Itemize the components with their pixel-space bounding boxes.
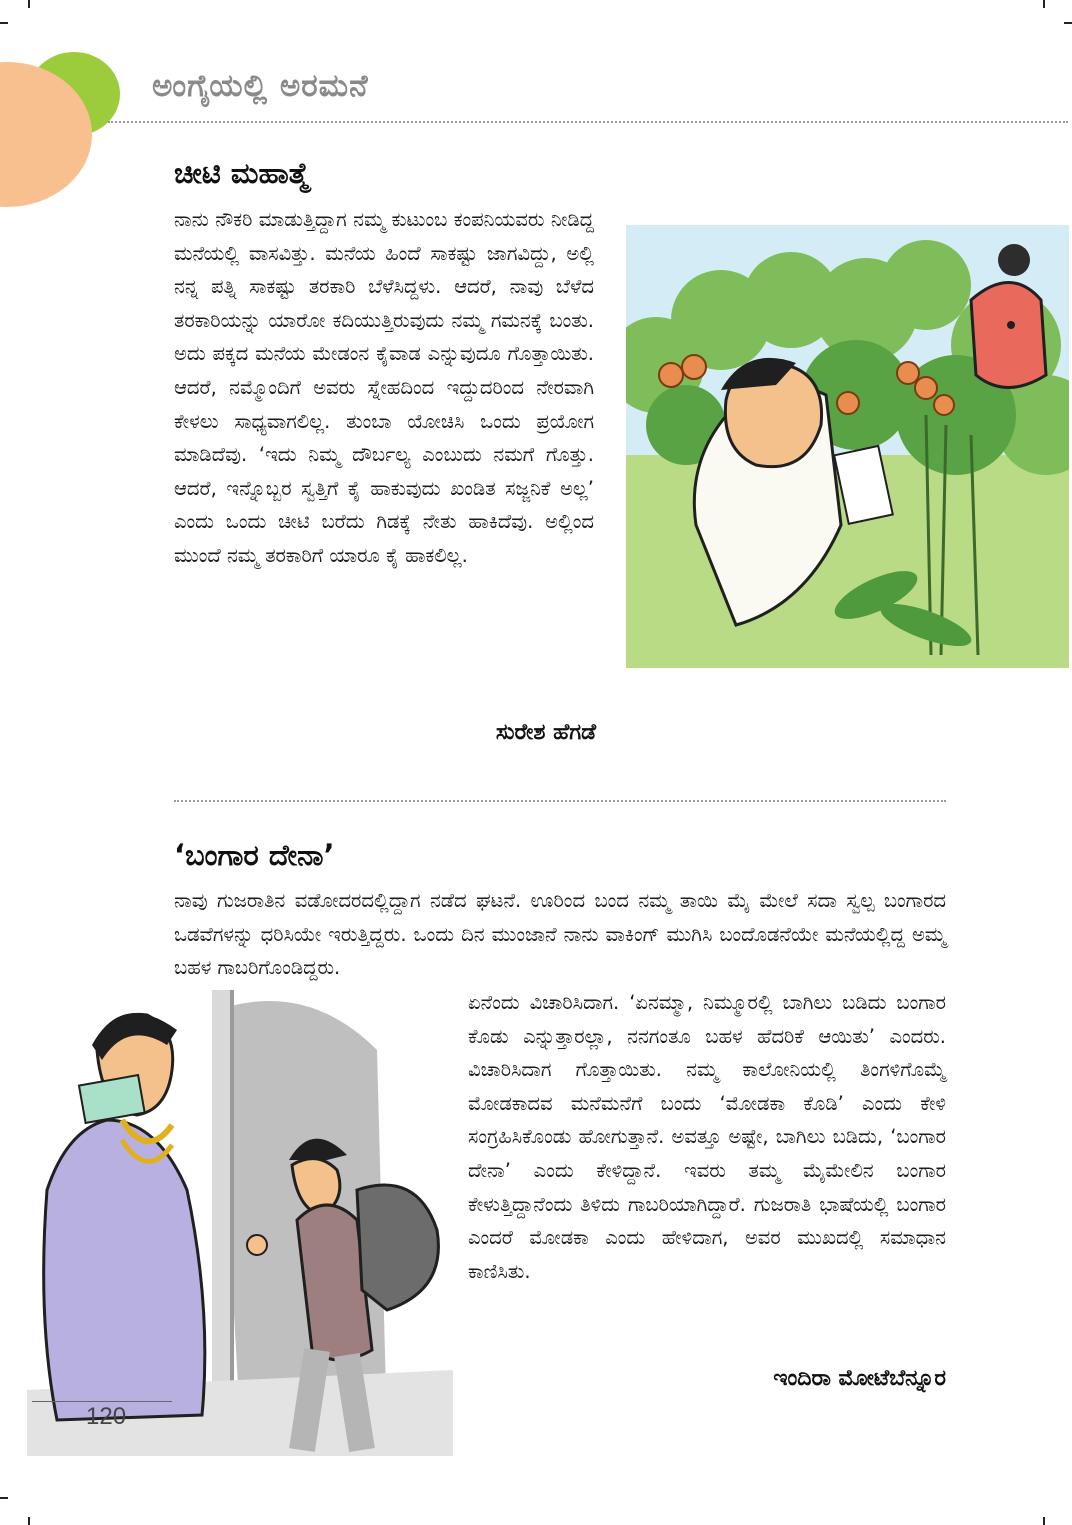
story1-title: ಚೀಟಿ ಮಹಾತ್ಮೆ [174, 156, 310, 190]
page-number: 120 [86, 1403, 127, 1430]
crop-mark [0, 22, 8, 24]
story2-body-top: ನಾವು ಗುಜರಾತಿನ ವಡೋದರದಲ್ಲಿದ್ದಾಗ ನಡೆದ ಘಟನೆ. ಊರಿಂದ ಬಂದ ನಮ್ಮ ತಾಯಿ ಮೈ ಮೇಲೆ ಸದಾ ಸ್ವಲ್ಪ ಬಂಗಾರದ ಒಡವೆಗಳನ್ನು ಧರಿಸಿಯೇ ಇರುತ್ತಿದ್ದರು. ಒಂದು ದಿನ ಮುಂಜಾನೆ ನಾನು ವಾಕಿಂಗ್ ಮುಗಿಸಿ ಬಂದೊಡನೆಯೇ ಮನೆಯಲ್ಲಿದ್ದ ಅಮ್ಮ ಬಹಳ ಗಾಬರಿಗೊಂಡಿದ್ದರು. [174, 889, 946, 980]
section-header-title: ಅಂಗೈಯಲ್ಲಿ ಅರಮನೆ [152, 68, 369, 104]
story2-author: ಇಂದಿರಾ ಮೋಟೆಬೆನ್ನೂರ [773, 1366, 946, 1391]
header-dotted-rule [108, 121, 1068, 123]
crop-mark [1043, 1517, 1045, 1525]
story1-author: ಸುರೇಶ ಹೆಗಡೆ [495, 720, 596, 745]
crop-mark [1064, 22, 1072, 24]
door-illustration [27, 990, 453, 1456]
story2-title: ‘ಬಂಗಾರ ದೇನಾ’ [174, 838, 335, 872]
footer-rule [32, 1401, 172, 1402]
crop-mark [28, 1517, 30, 1525]
section-divider [174, 800, 946, 802]
crop-mark [0, 1497, 8, 1499]
story1-body: ನಾನು ನೌಕರಿ ಮಾಡುತ್ತಿದ್ದಾಗ ನಮ್ಮ ಕುಟುಂಬ ಕಂಪನಿಯವರು ನೀಡಿದ್ದ ಮನೆಯಲ್ಲಿ ವಾಸವಿತ್ತು. ಮನೆಯ ಹಿಂದೆ ಸಾಕಷ್ಟು ಜಾಗವಿದ್ದು, ಅಲ್ಲಿ ನನ್ನ ಪತ್ನಿ ಸಾಕಷ್ಟು ತರಕಾರಿ ಬೆಳೆಸಿದ್ದಳು. ಆದರೆ, ನಾವು ಬೆಳೆದ ತರಕಾರಿಯನ್ನು ಯಾರೋ ಕದಿಯುತ್ತಿರುವುದು ನಮ್ಮ ಗಮನಕ್ಕೆ ಬಂತು. ಅದು ಪಕ್ಕದ ಮನೆಯ ಮೇಡಂನ ಕೈವಾಡ ಎನ್ನುವುದೂ ಗೊತ್ತಾಯಿತು. ಆದರೆ, ನಮ್ಮೊಂದಿಗೆ ಅವರು ಸ್ನೇಹದಿಂದ ಇದ್ದುದರಿಂದ ನೇರವಾಗಿ ಕೇಳಲು ಸಾಧ್ಯವಾಗಲಿಲ್ಲ. ತುಂಬಾ ಯೋಚಿಸಿ ಒಂದು ಪ್ರಯೋಗ ಮಾಡಿದೆವು. ‘ಇದು ನಿಮ್ಮ ದೌರ್ಬಲ್ಯ ಎಂಬುದು ನಮಗೆ ಗೊತ್ತು. ಆದರೆ, ಇನ್ನೊಬ್ಬರ ಸ್ವತ್ತಿಗೆ ಕೈ ಹಾಕುವುದು ಖಂಡಿತ ಸಜ್ಜನಿಕೆ ಅಲ್ಲ’ ಎಂದು ಒಂದು ಚೀಟಿ ಬರೆದು ಗಿಡಕ್ಕೆ ನೇತು ಹಾಕಿದೆವು. ಅಲ್ಲಿಂದ ಮುಂದೆ ನಮ್ಮ ತರಕಾರಿಗೆ ಯಾರೂ ಕೈ ಹಾಕಲಿಲ್ಲ. [174, 208, 594, 567]
story2-body-side: ಏನೆಂದು ವಿಚಾರಿಸಿದಾಗ. ‘ಏನಮ್ಮಾ, ನಿಮ್ಮೂರಲ್ಲಿ ಬಾಗಿಲು ಬಡಿದು ಬಂಗಾರ ಕೊಡು ಎನ್ನುತ್ತಾರಲ್ಲಾ, ನನಗಂತೂ ಬಹಳ ಹೆದರಿಕೆ ಆಯಿತು’ ಎಂದರು. ವಿಚಾರಿಸಿದಾಗ ಗೊತ್ತಾಯಿತು. ನಮ್ಮ ಕಾಲೋನಿಯಲ್ಲಿ ತಿಂಗಳಿಗೊಮ್ಮೆ ಮೋಡಕಾದವ ಮನೆಮನೆಗೆ ಬಂದು ‘ಮೋಡಕಾ ಕೊಡಿ’ ಎಂದು ಕೇಳಿ ಸಂಗ್ರಹಿಸಿಕೊಂಡು ಹೋಗುತ್ತಾನೆ. ಅವತ್ತೂ ಅಷ್ಟೇ, ಬಾಗಿಲು ಬಡಿದು, ‘ಬಂಗಾರ ದೇನಾ’ ಎಂದು ಕೇಳಿದ್ದಾನೆ. ಇವರು ತಮ್ಮ ಮೈಮೇಲಿನ ಬಂಗಾರ ಕೇಳುತ್ತಿದ್ದಾನೆಂದು ತಿಳಿದು ಗಾಬರಿಯಾಗಿದ್ದಾರೆ. ಗುಜರಾತಿ ಭಾಷೆಯಲ್ಲಿ ಬಂಗಾರ ಎಂದರೆ ಮೋಡಕಾ ಎಂದು ಹೇಳಿದಾಗ, ಅವರ ಮುಖದಲ್ಲಿ ಸಮಾಧಾನ ಕಾಣಿಸಿತು. [468, 991, 946, 1283]
crop-mark [28, 0, 30, 8]
crop-mark [1043, 0, 1045, 8]
garden-illustration [626, 225, 1069, 668]
